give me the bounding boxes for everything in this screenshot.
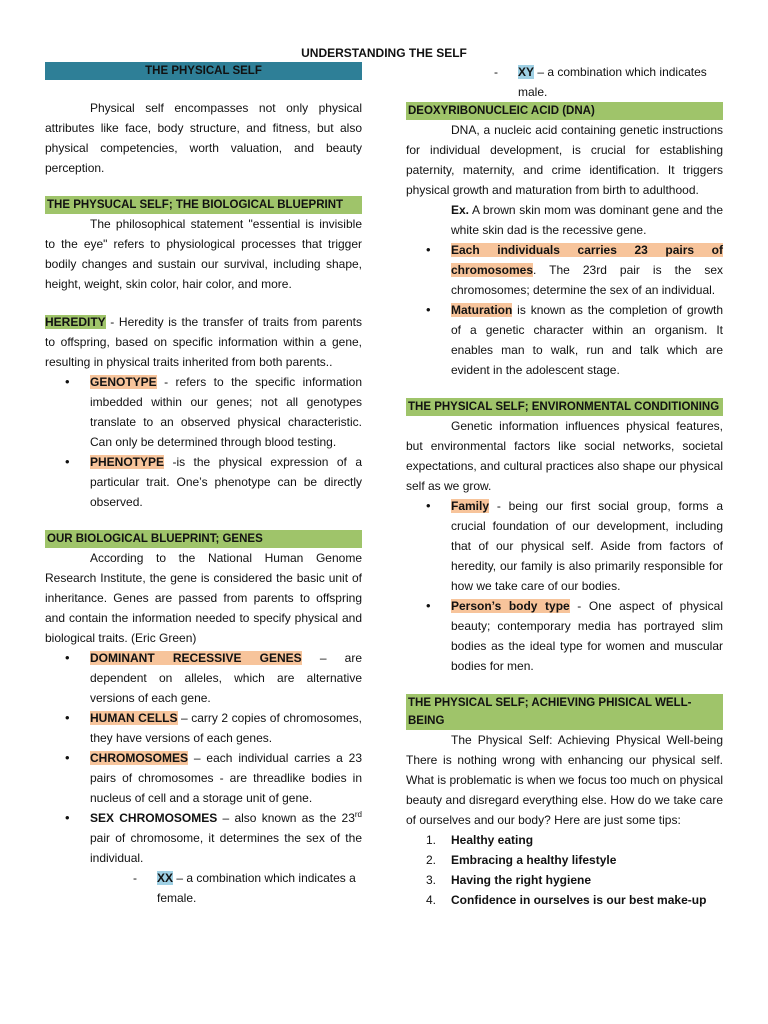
heredity-term: HEREDITY — [45, 315, 106, 329]
list-item-family — [406, 496, 723, 596]
xx-text: – a combination which indicates a female. — [157, 871, 356, 905]
tips-list — [406, 830, 723, 910]
human-cells-text: – carry 2 copies of chromosomes, they have versions of each genes. — [90, 711, 363, 745]
list-item-maturation — [406, 300, 723, 380]
tip-text: Confidence in ourselves is our best make-up — [451, 893, 707, 907]
example-label: Ex. — [451, 203, 470, 217]
list-item-dominant-recessive — [45, 648, 362, 708]
sex-chromosomes-text: – also known as the 23 — [217, 811, 355, 825]
heredity-text: - Heredity is the transfer of traits from parents to offspring, based on specific information within a gene, resulting in physical traits inherited from both parents.. — [45, 315, 362, 369]
list-item-23-pairs — [406, 240, 723, 300]
phenotype-text: -is the physical expression of a particular trait. One’s phenotype can be directly observed. — [90, 455, 362, 509]
dna-list — [406, 240, 723, 380]
tip-item — [406, 870, 723, 890]
list-item-xy — [406, 62, 723, 102]
pairs-term: Each individuals carries 23 pairs of chromosomes — [451, 243, 723, 277]
list-item-phenotype — [45, 452, 362, 512]
example-text: A brown skin mom was dominant gene and the white skin dad is the recessive gene. — [451, 203, 723, 237]
section-heading-dna: DEOXYRIBONUCLEIC ACID (DNA) — [406, 102, 723, 120]
wellbeing-paragraph: The Physical Self: Achieving Physical Well-being There is nothing wrong with enhancing our physical self. What is problematic is when we focus too much on physical beauty and disregard everything else. How do we take care of ourselves and our body? Here are just some tips: — [406, 733, 723, 827]
pairs-text: . The 23rd pair is the sex chromosomes; determine the sex of an individual. — [451, 263, 723, 297]
section-heading-environment: THE PHYSICAL SELF; ENVIRONMENTAL CONDITIONING — [406, 398, 723, 416]
body-type-text: - One aspect of physical beauty; contemporary media has portrayed slim bodies as the ideal type for women and muscular bodies for men. — [451, 599, 723, 673]
tip-item — [406, 890, 723, 910]
genes-paragraph: According to the National Human Genome Research Institute, the gene is considered the basic unit of inheritance. Genes are passed from parents to offspring and contain the information needed to specify physical and biological traits. (Eric Green) — [45, 551, 362, 645]
heredity-list — [45, 372, 362, 512]
list-item-sex-chromosomes — [45, 808, 362, 868]
section-heading-wellbeing: THE PHYSICAL SELF; ACHIEVING PHISICAL WELL-BEING — [406, 694, 723, 730]
dominant-recessive-term: DOMINANT RECESSIVE GENES — [90, 651, 302, 665]
physical-self-paragraph: Physical self encompasses not only physical attributes like face, body structure, and fitness, but also physical competencies, worth valuation, and beauty perception. — [45, 101, 362, 175]
family-text: - being our first social group, forms a crucial foundation of our development, including that of our physical self. Aside from factors of heredity, our family is also primarily responsible for how we take care of our bodies. — [451, 499, 723, 593]
environment-list — [406, 496, 723, 676]
tip-number: 4. — [426, 893, 437, 907]
sex-chromosomes-term: SEX CHROMOSOMES — [90, 811, 218, 825]
right-column — [406, 62, 723, 910]
dna-paragraph: DNA, a nucleic acid containing genetic instructions for individual development, is crucial for establishing paternity, maternity, and crime identification. It triggers physical growth and maturation from birth to adulthood. — [406, 123, 723, 197]
list-item-body-type — [406, 596, 723, 676]
section-heading-physical-self: THE PHYSICAL SELF — [45, 62, 362, 80]
genes-list — [45, 648, 362, 868]
sex-chromosomes-text-cont: pair of chromosome, it determines the sex of the individual. — [90, 831, 362, 865]
phenotype-term: PHENOTYPE — [90, 455, 165, 469]
tip-item — [406, 830, 723, 850]
body-type-term: Person’s body type — [451, 599, 570, 613]
environment-paragraph: Genetic information influences physical features, but environmental factors like social networks, societal expectations, and cultural practices also shape our physical self as we grow. — [406, 419, 723, 493]
maturation-term: Maturation — [451, 303, 513, 317]
document-title: UNDERSTANDING THE SELF — [301, 46, 467, 60]
left-column — [45, 62, 362, 908]
dna-example — [406, 200, 723, 240]
biological-blueprint-paragraph: The philosophical statement "essential is invisible to the eye" refers to physiological processes that trigger bodily changes and sustain our survival, including shape, height, weight, skin color, hair color, and more. — [45, 217, 362, 291]
xy-text: – a combination which indicates male. — [518, 65, 707, 99]
chromosomes-term: CHROMOSOMES — [90, 751, 189, 765]
human-cells-term: HUMAN CELLS — [90, 711, 178, 725]
tip-number: 2. — [426, 853, 437, 867]
xx-term: XX — [157, 871, 174, 885]
genotype-term: GENOTYPE — [90, 375, 157, 389]
xx-list — [45, 868, 362, 908]
list-item-chromosomes — [45, 748, 362, 808]
tip-number: 1. — [426, 833, 437, 847]
list-item-human-cells — [45, 708, 362, 748]
tip-item — [406, 850, 723, 870]
maturation-text: is known as the completion of growth of a genetic character within an organism. It enables man to walk, run and talk which are evident in the adolescent stage. — [451, 303, 723, 377]
xy-term: XY — [518, 65, 535, 79]
list-item-xx — [45, 868, 362, 908]
chromosomes-text: – each individual carries a 23 pairs of chromosomes - are threadlike bodies in nucleus of cell and a storage unit of gene. — [90, 751, 362, 805]
ordinal-suffix: rd — [354, 810, 362, 819]
section-heading-biological-blueprint: THE PHYSUCAL SELF; THE BIOLOGICAL BLUEPRINT — [45, 196, 362, 214]
tip-text: Healthy eating — [451, 833, 534, 847]
family-term: Family — [451, 499, 490, 513]
xy-list — [406, 62, 723, 102]
tip-number: 3. — [426, 873, 437, 887]
section-heading-genes: OUR BIOLOGICAL BLUEPRINT; GENES — [45, 530, 362, 548]
genotype-text: - refers to the specific information imbedded within our genes; not all genotypes translate to an observed physical characteristic. Can only be determined through blood testing. — [90, 375, 362, 449]
list-item-genotype — [45, 372, 362, 452]
heredity-paragraph — [45, 312, 362, 372]
tip-text: Embracing a healthy lifestyle — [451, 853, 617, 867]
tip-text: Having the right hygiene — [451, 873, 592, 887]
dominant-recessive-text: – are dependent on alleles, which are alternative versions of each gene. — [90, 651, 362, 705]
